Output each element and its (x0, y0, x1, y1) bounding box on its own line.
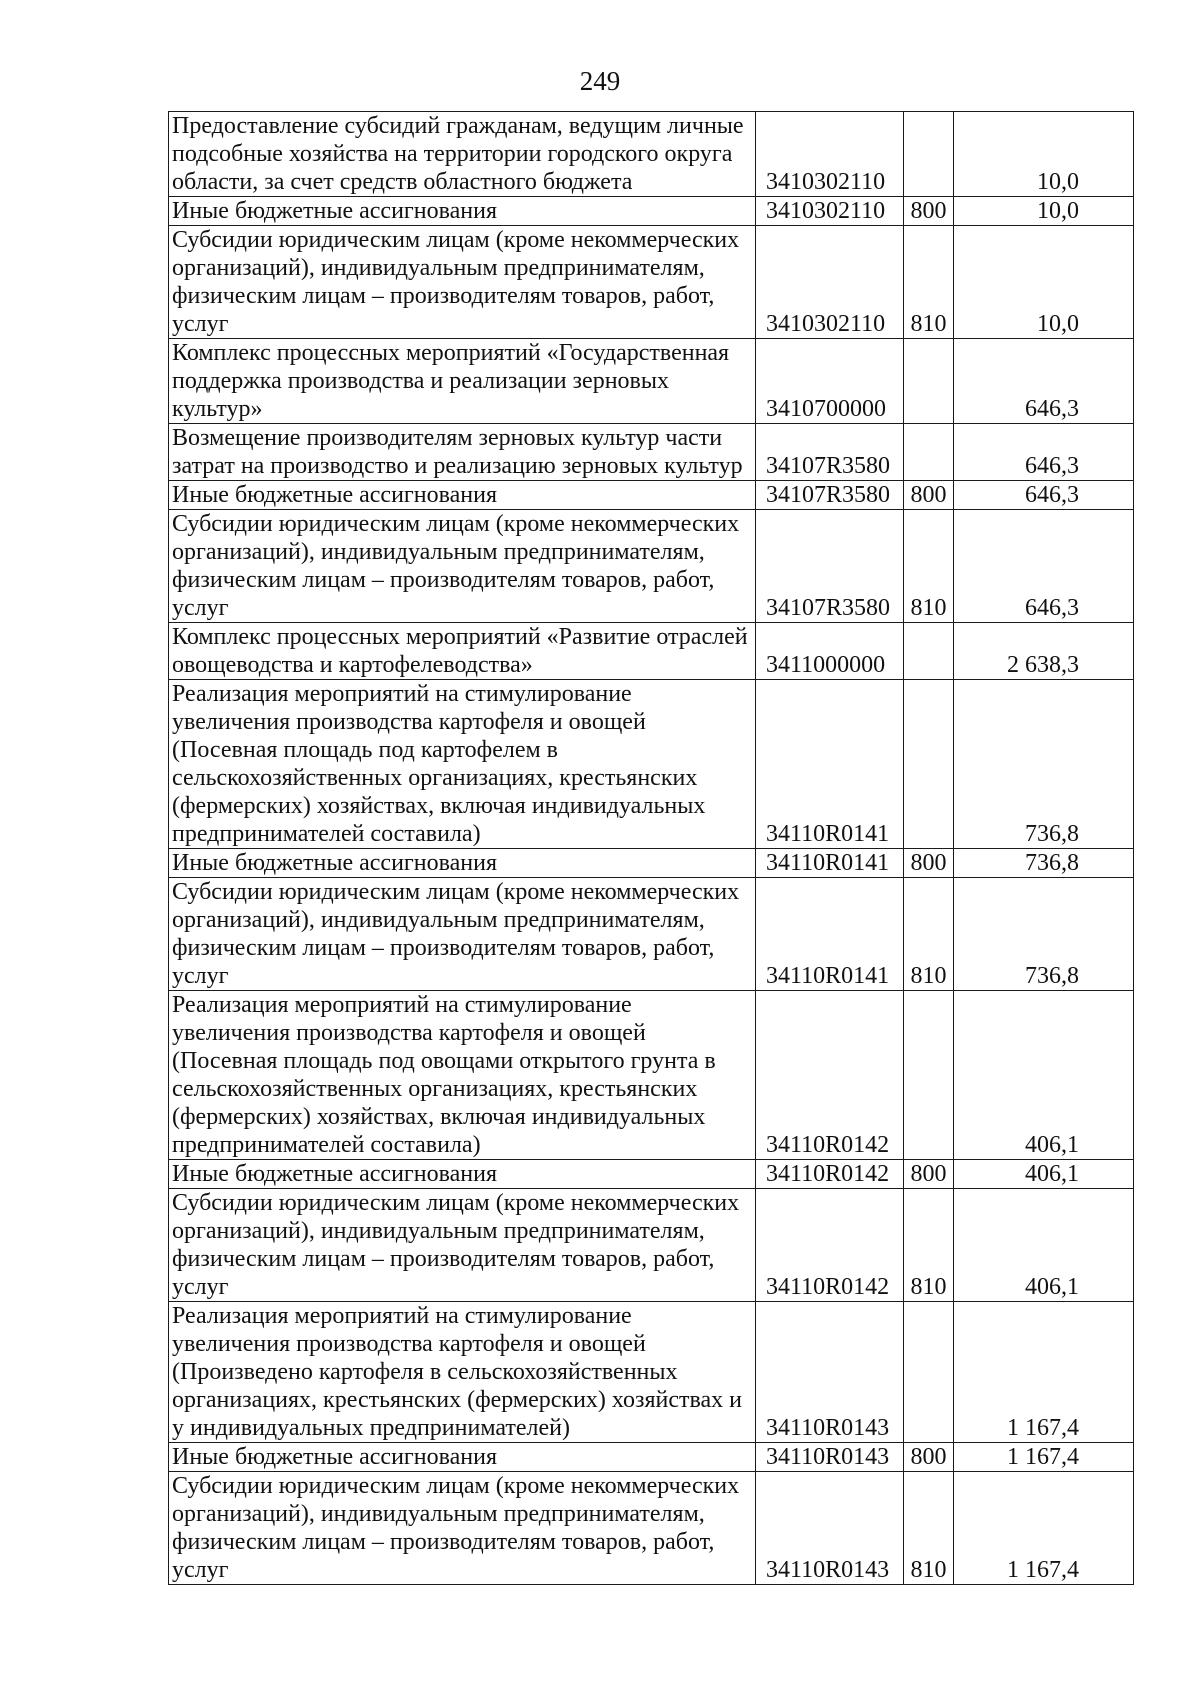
row-amount-cell: 1 167,4 (954, 1443, 1134, 1472)
row-name-line: физическим лицам – производителям товаров, работ, (172, 1246, 715, 1272)
row-type-cell: 810 (904, 510, 954, 623)
row-type-cell (904, 991, 954, 1160)
row-name-line: сельскохозяйственных организациях, крестьянских (172, 1076, 698, 1102)
row-name-line: организаций), индивидуальным предпринимателям, (172, 1501, 705, 1527)
row-amount-cell: 736,8 (954, 680, 1134, 849)
row-name-line: организаций), индивидуальным предпринимателям, (172, 539, 705, 565)
row-code-cell: 3410700000 (756, 339, 904, 424)
row-name-line: (фермерских) хозяйствах, включая индивидуальных (172, 793, 706, 819)
table-row (169, 680, 1134, 849)
row-name-line: предпринимателей составила) (172, 1132, 481, 1158)
row-amount-cell: 1 167,4 (954, 1472, 1134, 1585)
row-name-line: Предоставление субсидий гражданам, ведущим личные (172, 113, 744, 139)
row-name-line: Иные бюджетные ассигнования (172, 198, 497, 224)
row-name-line: физическим лицам – производителям товаров, работ, (172, 567, 715, 593)
row-name-cell (169, 481, 756, 510)
row-type-cell: 810 (904, 1472, 954, 1585)
row-name-line: Реализация мероприятий на стимулирование (172, 1303, 632, 1329)
row-name-line: Реализация мероприятий на стимулирование (172, 992, 632, 1018)
row-name-line: затрат на производство и реализацию зерновых культур (172, 453, 743, 479)
row-name-cell (169, 1472, 756, 1585)
table-row (169, 510, 1134, 623)
row-name-line: сельскохозяйственных организациях, крестьянских (172, 765, 698, 791)
row-name-line: подсобные хозяйства на территории городского округа (172, 141, 733, 167)
row-name-cell (169, 991, 756, 1160)
row-code-cell: 34107R3580 (756, 481, 904, 510)
row-amount-cell: 406,1 (954, 1160, 1134, 1189)
row-name-cell (169, 680, 756, 849)
row-amount-cell: 1 167,4 (954, 1302, 1134, 1443)
row-name-line: предпринимателей составила) (172, 821, 481, 847)
row-name-line: (Произведено картофеля в сельскохозяйственных (172, 1359, 678, 1385)
row-code-cell: 34110R0143 (756, 1472, 904, 1585)
row-name-line: Субсидии юридическим лицам (кроме некоммерческих (172, 511, 740, 537)
row-name-line: физическим лицам – производителям товаров, работ, (172, 1529, 715, 1555)
row-name-cell (169, 226, 756, 339)
table-row (169, 226, 1134, 339)
row-code-cell: 34110R0143 (756, 1443, 904, 1472)
page-number: 249 (579, 66, 621, 96)
row-code-cell: 3411000000 (756, 623, 904, 680)
row-amount-cell: 646,3 (954, 481, 1134, 510)
row-code-cell: 3410302110 (756, 197, 904, 226)
row-amount-cell: 736,8 (954, 849, 1134, 878)
row-code-cell: 3410302110 (756, 226, 904, 339)
row-amount-cell: 736,8 (954, 878, 1134, 991)
row-amount-cell: 646,3 (954, 424, 1134, 481)
row-name-line: физическим лицам – производителям товаров, работ, (172, 935, 715, 961)
row-name-line: (Посевная площадь под картофелем в (172, 737, 559, 763)
row-code-cell: 34110R0143 (756, 1302, 904, 1443)
table-row (169, 991, 1134, 1160)
row-name-line: области, за счет средств областного бюджета (172, 169, 633, 195)
row-amount-cell: 10,0 (954, 112, 1134, 197)
row-code-cell: 34110R0141 (756, 878, 904, 991)
row-amount-cell: 10,0 (954, 226, 1134, 339)
row-name-line: организаций), индивидуальным предпринимателям, (172, 907, 705, 933)
row-name-cell (169, 112, 756, 197)
row-name-cell (169, 197, 756, 226)
row-name-line: (Посевная площадь под овощами открытого грунта в (172, 1048, 716, 1074)
table-row (169, 1189, 1134, 1302)
row-amount-cell: 406,1 (954, 991, 1134, 1160)
table-row (169, 1472, 1134, 1585)
row-name-line: услуг (172, 311, 229, 337)
row-amount-cell: 2 638,3 (954, 623, 1134, 680)
row-name-line: увеличения производства картофеля и овощей (172, 1020, 646, 1046)
row-name-cell (169, 878, 756, 991)
budget-table-body (169, 112, 1134, 1585)
row-code-cell: 34107R3580 (756, 510, 904, 623)
row-name-line: Комплекс процессных мероприятий «Развитие отраслей (172, 624, 748, 650)
row-name-cell (169, 1443, 756, 1472)
row-type-cell: 800 (904, 1443, 954, 1472)
row-code-cell: 34110R0142 (756, 991, 904, 1160)
row-type-cell: 800 (904, 481, 954, 510)
row-name-cell (169, 623, 756, 680)
row-type-cell (904, 112, 954, 197)
row-name-line: Субсидии юридическим лицам (кроме некоммерческих (172, 879, 740, 905)
row-name-line: Комплекс процессных мероприятий «Государственная (172, 340, 730, 366)
row-name-line: поддержка производства и реализации зерновых (172, 368, 669, 394)
row-code-cell: 34110R0141 (756, 680, 904, 849)
row-type-cell (904, 1302, 954, 1443)
row-name-cell (169, 849, 756, 878)
table-row (169, 878, 1134, 991)
row-type-cell (904, 680, 954, 849)
table-row (169, 1302, 1134, 1443)
row-name-line: увеличения производства картофеля и овощей (172, 709, 646, 735)
row-amount-cell: 646,3 (954, 510, 1134, 623)
table-row (169, 481, 1134, 510)
table-row (169, 623, 1134, 680)
row-name-cell (169, 510, 756, 623)
row-name-line: физическим лицам – производителям товаров, работ, (172, 283, 715, 309)
table-row (169, 339, 1134, 424)
row-name-line: организаций), индивидуальным предпринимателям, (172, 255, 705, 281)
row-name-line: Субсидии юридическим лицам (кроме некоммерческих (172, 1190, 740, 1216)
row-amount-cell: 406,1 (954, 1189, 1134, 1302)
row-code-cell: 34110R0141 (756, 849, 904, 878)
row-name-line: Иные бюджетные ассигнования (172, 1444, 497, 1470)
row-code-cell: 3410302110 (756, 112, 904, 197)
row-name-line: Иные бюджетные ассигнования (172, 850, 497, 876)
row-type-cell (904, 424, 954, 481)
row-name-line: культур» (172, 396, 263, 422)
table-row (169, 849, 1134, 878)
row-name-line: (фермерских) хозяйствах, включая индивидуальных (172, 1104, 706, 1130)
row-type-cell: 810 (904, 878, 954, 991)
table-row (169, 1160, 1134, 1189)
row-name-line: Возмещение производителям зерновых культур части (172, 425, 723, 451)
row-name-line: Иные бюджетные ассигнования (172, 1161, 497, 1187)
row-code-cell: 34110R0142 (756, 1160, 904, 1189)
row-name-cell (169, 424, 756, 481)
row-name-line: Реализация мероприятий на стимулирование (172, 681, 632, 707)
row-type-cell: 800 (904, 197, 954, 226)
row-name-line: овощеводства и картофелеводства» (172, 652, 533, 678)
row-name-line: организациях, крестьянских (фермерских) хозяйствах и (172, 1387, 742, 1413)
table-row (169, 112, 1134, 197)
budget-table (168, 111, 1134, 1585)
row-name-line: услуг (172, 595, 229, 621)
row-name-line: услуг (172, 1557, 229, 1583)
row-name-cell (169, 1189, 756, 1302)
row-amount-cell: 646,3 (954, 339, 1134, 424)
row-name-cell (169, 1302, 756, 1443)
row-amount-cell: 10,0 (954, 197, 1134, 226)
row-code-cell: 34110R0142 (756, 1189, 904, 1302)
row-type-cell: 810 (904, 226, 954, 339)
row-type-cell: 800 (904, 849, 954, 878)
row-name-line: услуг (172, 963, 229, 989)
row-name-cell (169, 1160, 756, 1189)
table-row (169, 424, 1134, 481)
row-name-line: услуг (172, 1274, 229, 1300)
row-name-line: организаций), индивидуальным предпринимателям, (172, 1218, 705, 1244)
row-type-cell: 800 (904, 1160, 954, 1189)
row-name-line: Иные бюджетные ассигнования (172, 482, 497, 508)
row-name-cell (169, 339, 756, 424)
row-type-cell: 810 (904, 1189, 954, 1302)
table-row (169, 1443, 1134, 1472)
table-row (169, 197, 1134, 226)
row-name-line: Субсидии юридическим лицам (кроме некоммерческих (172, 1473, 740, 1499)
row-type-cell (904, 339, 954, 424)
row-name-line: Субсидии юридическим лицам (кроме некоммерческих (172, 227, 740, 253)
row-code-cell: 34107R3580 (756, 424, 904, 481)
row-name-line: увеличения производства картофеля и овощей (172, 1331, 646, 1357)
row-name-line: у индивидуальных предпринимателей) (172, 1415, 570, 1441)
row-type-cell (904, 623, 954, 680)
